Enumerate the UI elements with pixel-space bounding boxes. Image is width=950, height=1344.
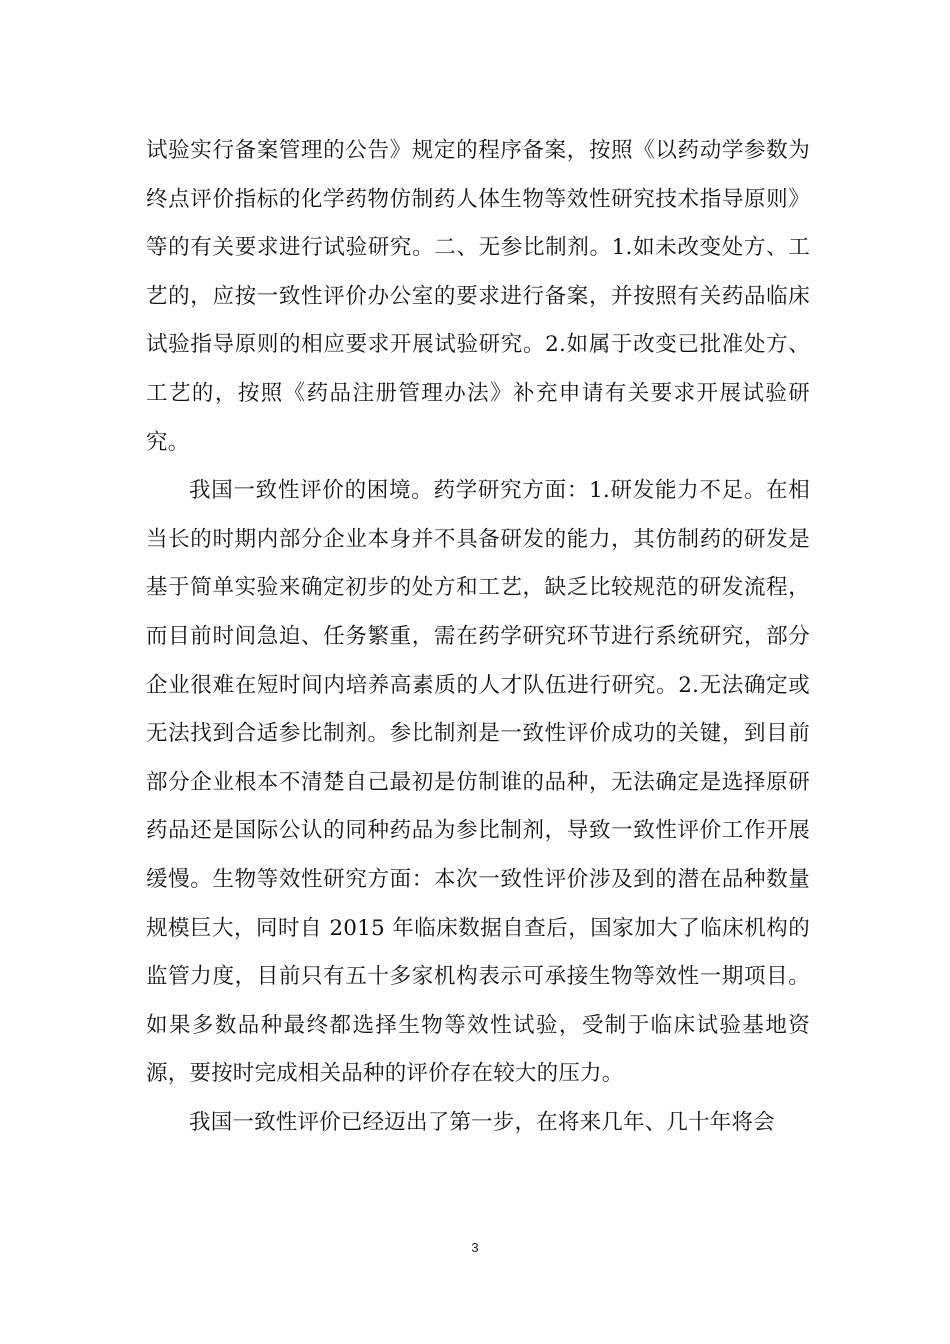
paragraph-3: 我国一致性评价已经迈出了第一步，在将来几年、几十年将会 [189,1109,775,1135]
paragraph-1: 试验实行备案管理的公告》规定的程序备案，按照《以药动学参数为终点评价指标的化学药物仿制药人体生物等效性研究技术指导原则》等的有关要求进行试验研究。二、无参比制剂。1.如未改变处方、工艺的，应按一致性评价办公室的要求进行备案，并按照有关药品临床试验指导原则的相应要求开展试验研究。2.如属于改变已批准处方、工艺的，按照《药品注册管理办法》补充申请有关要求开展试验研究。 [146,138,810,455]
page-number: 3 [471,1240,479,1255]
body-text [146,127,810,1147]
paragraph-2: 我国一致性评价的困境。药学研究方面：1.研发能力不足。在相当长的时期内部分企业本身并不具备研发的能力，其仿制药的研发是基于简单实验来确定初步的处方和工艺，缺乏比较规范的研发流程，而目前时间急迫、任务繁重，需在药学研究环节进行系统研究，部分企业很难在短时间内培养高素质的人才队伍进行研究。2.无法确定或无法找到合适参比制剂。参比制剂是一致性评价成功的关键，到目前部分企业根本不清楚自己最初是仿制谁的品种，无法确定是选择原研药品还是国际公认的同种药品为参比制剂，导致一致性评价工作开展缓慢。生物等效性研究方面：本次一致性评价涉及到的潜在品种数量规模巨大，同时自 2015 年临床数据自查后，国家加大了临床机构的监管力度，目前只有五十多家机构表示可承接生物等效性一期项目。如果多数品种最终都选择生物等效性试验，受制于临床试验基地资源，要按时完成相关品种的评价存在较大的压力。 [146,478,810,1087]
